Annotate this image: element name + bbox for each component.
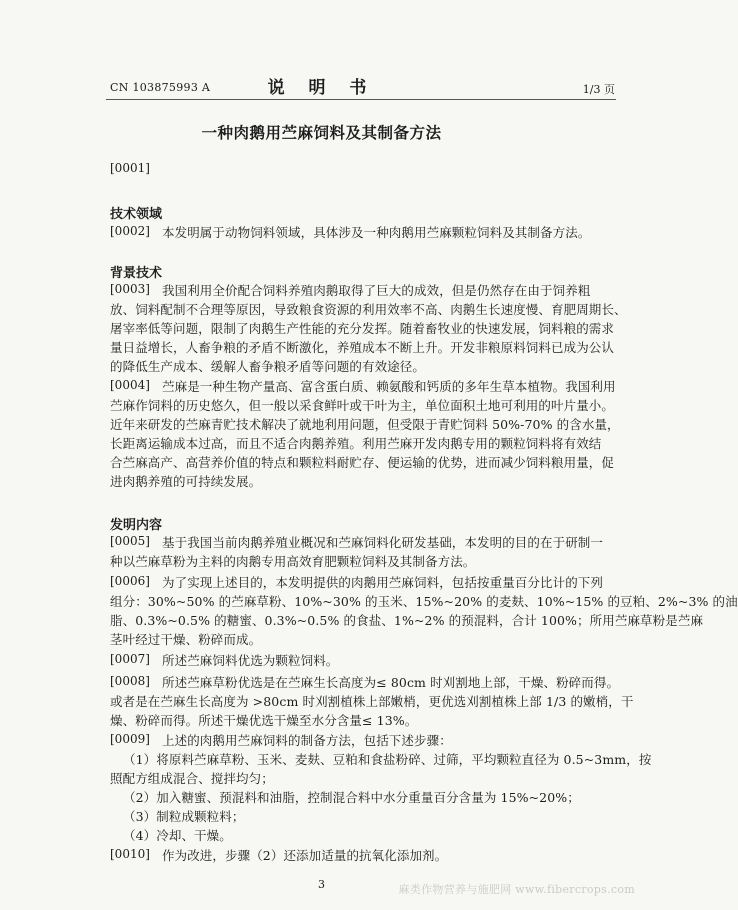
paragraph-line: 所述苎麻草粉优选是在苎麻生长高度为≤ 80cm 时刈割地上部，干燥、粉碎而得。	[162, 675, 620, 690]
paragraph-line: 屠宰率低等问题，限制了肉鹅生产性能的充分发挥。随着畜牧业的快速发展，饲料粮的需求	[110, 321, 615, 336]
paragraph-tag-0010: [0010]	[110, 847, 150, 861]
paragraph-line: 种以苎麻草粉为主料的肉鹅专用高效育肥颗粒饲料及其制备方法。	[110, 554, 476, 569]
method-step: （3）制粒成颗粒料；	[123, 809, 245, 824]
paragraph-tag-0001: [0001]	[110, 161, 150, 175]
method-step: 照配方组成混合、搅拌均匀；	[110, 771, 274, 786]
paragraph-line: 的降低生产成本、缓解人畜争粮矛盾等问题的有效途径。	[110, 359, 426, 374]
paragraph-line: 基于我国当前肉鹅养殖业概况和苎麻饲料化研发基础，本发明的目的在于研制一	[162, 535, 604, 550]
paragraph-line: 所述苎麻饲料优选为颗粒饲料。	[162, 653, 339, 668]
paragraph-line: 组分：30%~50% 的苎麻草粉、10%~30% 的玉米、15%~20% 的麦麸、10%~15% 的豆粕、2%~3% 的油	[110, 594, 738, 609]
paragraph-line: 苎麻是一种生物产量高、富含蛋白质、赖氨酸和钙质的多年生草本植物。我国利用	[162, 379, 616, 394]
paragraph-tag-0007: [0007]	[110, 652, 150, 666]
paragraph-line: 进肉鹅养殖的可持续发展。	[110, 474, 262, 489]
paragraph-line: 苎麻作饲料的历史悠久，但一般以采食鲜叶或干叶为主，单位面积土地可利用的叶片量小。	[110, 398, 615, 413]
paragraph-line: 或者是在苎麻生长高度为 >80cm 时刈割植株上部嫩梢，更优选刈割植株上部 1/3 的嫩梢，干	[110, 694, 634, 709]
page-number: 3	[318, 878, 325, 891]
paragraph-line: 脂、0.3%~0.5% 的糖蜜、0.3%~0.5% 的食盐、1%~2% 的预混料，合计 100%；所用苎麻草粉是苎麻	[110, 613, 704, 628]
section-heading-tech-field: 技术领域	[110, 207, 163, 222]
page-of-total: 1/3 页	[582, 83, 615, 96]
header-rule	[106, 99, 616, 100]
paragraph-tag-0003: [0003]	[110, 282, 150, 296]
paragraph-tag-0009: [0009]	[110, 732, 150, 746]
paragraph-tag-0006: [0006]	[110, 574, 150, 588]
section-heading-background: 背景技术	[110, 266, 163, 281]
document-title: 一种肉鹅用苎麻饲料及其制备方法	[201, 123, 442, 142]
paragraph-line: 燥、粉碎而得。所述干燥优选干燥至水分含量≤ 13%。	[110, 713, 418, 728]
paragraph-line: 长距离运输成本过高，而且不适合肉鹅养殖。利用苎麻开发肉鹅专用的颗粒饲料将有效结	[110, 436, 602, 451]
watermark: 麻类作物营养与施肥网 www.fibercrops.com	[398, 883, 635, 896]
paragraph-tag-0005: [0005]	[110, 534, 150, 548]
section-heading-summary: 发明内容	[110, 518, 163, 533]
paragraph-tag-0004: [0004]	[110, 378, 150, 392]
paragraph-line: 为了实现上述目的，本发明提供的肉鹅用苎麻饲料，包括按重量百分比计的下列	[162, 575, 604, 590]
paragraph-line: 作为改进，步骤（2）还添加适量的抗氧化添加剂。	[162, 848, 448, 863]
document-type: 说 明 书	[267, 78, 376, 98]
method-step: （4）冷却、干燥。	[123, 828, 232, 843]
paragraph-tag-0002: [0002]	[110, 224, 150, 238]
paragraph-line: 近年来研发的苎麻青贮技术解决了就地利用问题，但受限于青贮饲料 50%-70% 的含水量，	[110, 417, 620, 432]
paragraph-line: 量日益增长，人畜争粮的矛盾不断激化，养殖成本不断上升。开发非粮原料饲料已成为公认	[110, 340, 615, 355]
paragraph-line: 我国利用全价配合饲料养殖肉鹅取得了巨大的成效，但是仍然存在由于饲养粗	[162, 283, 591, 298]
paragraph-line: 放、饲料配制不合理等原因，导致粮食资源的利用效率不高、肉鹅生长速度慢、育肥周期长、	[110, 302, 627, 317]
method-step: （2）加入糖蜜、预混料和油脂，控制混合料中水分重量百分含量为 15%~20%；	[123, 790, 580, 805]
paragraph-line: 上述的肉鹅用苎麻饲料的制备方法，包括下述步骤：	[162, 733, 452, 748]
paragraph-line: 合苎麻高产、高营养价值的特点和颗粒料耐贮存、便运输的优势，进而减少饲料粮用量，促	[110, 455, 615, 470]
paragraph-tag-0008: [0008]	[110, 674, 150, 688]
patent-number: CN 103875993 A	[110, 81, 211, 94]
paragraph-line: 茎叶经过干燥、粉碎而成。	[110, 632, 262, 647]
paragraph-line: 本发明属于动物饲料领域，具体涉及一种肉鹅用苎麻颗粒饲料及其制备方法。	[162, 225, 591, 240]
method-step: （1）将原料苎麻草粉、玉米、麦麸、豆粕和食盐粉碎、过筛，平均颗粒直径为 0.5~3mm，按	[123, 752, 652, 767]
